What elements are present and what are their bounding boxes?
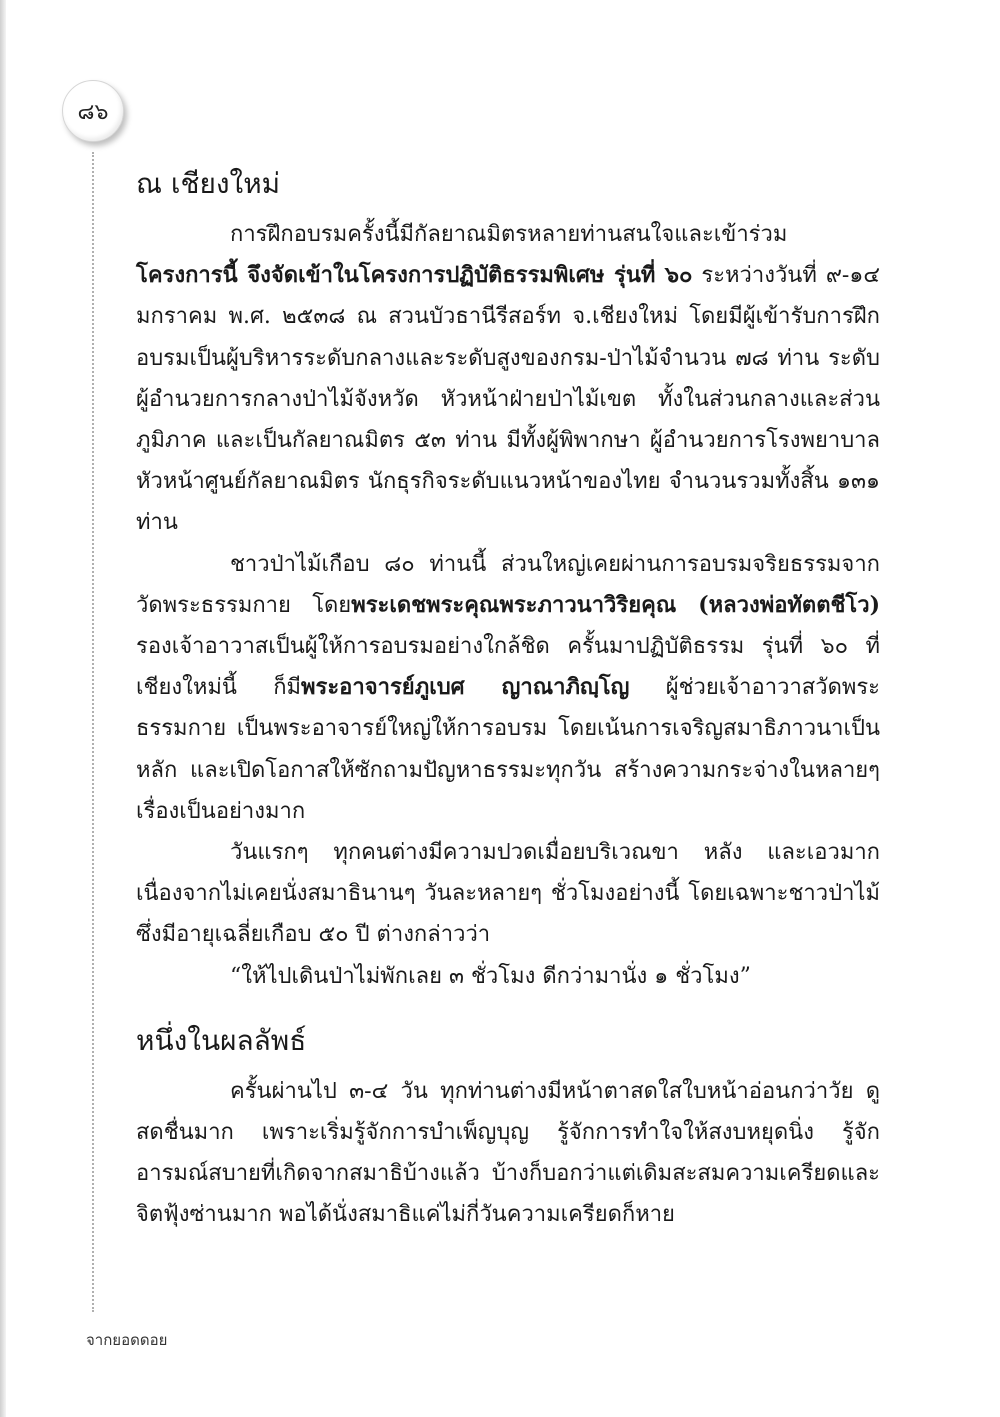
section-heading-results: หนึ่งในผลลัพธ์	[136, 1023, 307, 1057]
text-run: รองเจ้าอาวาสเป็นผู้ให้การอบรมอย่างใกล้ชิด ครั้นมาปฏิบัติธรรม รุ่นที่ ๖๐ ที่เชียงใหม่นี้ ก็มี	[136, 634, 880, 701]
margin-dotted-rule	[92, 152, 94, 1312]
quote-forest-walk: “ให้ไปเดินป่าไม่พักเลย ๓ ชั่วโมง ดีกว่ามานั่ง ๑ ชั่วโมง”	[230, 963, 751, 989]
page-content	[136, 158, 880, 1236]
bold-text-run: โครงการนี้ จึงจัดเข้าในโครงการปฏิบัติธรรมพิเศษ รุ่นที่ ๖๐	[136, 262, 693, 289]
page-number-badge	[62, 80, 124, 142]
text-run: ชาวป่าไม้เกือบ ๘๐ ท่านนี้ ส่วนใหญ่เคยผ่านการอบรมจริยธรรมจากวัดพระธรรมกาย โดย	[136, 551, 880, 618]
text-run: การฝึกอบรมครั้งนี้มีกัลยาณมิตรหลายท่านสนใจและเข้าร่วม	[230, 222, 788, 247]
text-run: ระหว่างวันที่ ๙-๑๔ มกราคม พ.ศ. ๒๕๓๘ ณ สวนบัวธานีรีสอร์ท จ.เชียงใหม่ โดยมีผู้เข้ารับการฝึกอบรมเป็นผู้บริหารระดับกลางและระดับสูงของกรม-ป่าไม้จำนวน ๗๘ ท่าน ระดับผู้อำนวยการกลางป่าไม้จังหวัด หัวหน้าฝ่ายป่าไม้เขต ทั้งในส่วนกลางและส่วนภูมิภาค และเป็นกัลยาณมิตร ๕๓ ท่าน มีทั้งผู้พิพากษา ผู้อำนวยการโรงพยาบาล หัวหน้าศูนย์กัลยาณมิตร นักธุรกิจระดับแนวหน้าของไทย จำนวนรวมทั้งสิ้น ๑๓๑ ท่าน	[136, 263, 880, 536]
bold-text-run: พระอาจารย์ภูเบศ ญาณาภิญฺโญ	[301, 674, 630, 701]
paragraph-first-days: วันแรกๆ ทุกคนต่างมีความปวดเมื่อยบริเวณขา หลัง และเอวมาก เนื่องจากไม่เคยนั่งสมาธินานๆ วันละหลายๆ ชั่วโมงอย่างนี้ โดยเฉพาะชาวป่าไม้ ซึ่งมีอายุเฉลี่ยเกือบ ๕๐ ปี ต่างกล่าวว่า	[136, 840, 880, 948]
text-run: ผู้ช่วยเจ้าอาวาสวัดพระธรรมกาย เป็นพระอาจารย์ใหญ่ให้การอบรม โดยเน้นการเจริญสมาธิภาวนาเป็นหลัก และเปิดโอกาสให้ซักถามปัญหาธรรมะทุกวัน สร้างความกระจ่างในหลายๆ เรื่องเป็นอย่างมาก	[136, 675, 880, 824]
paragraph-forestry-staff	[136, 544, 880, 832]
section-heading-chiang-mai: ณ เชียงใหม่	[136, 167, 281, 200]
paragraph-training-intro	[136, 214, 880, 544]
page-edge	[0, 0, 6, 1417]
footer-book-title: จากยอดดอย	[86, 1331, 168, 1349]
paragraph-results: ครั้นผ่านไป ๓-๔ วัน ทุกท่านต่างมีหน้าตาสดใสใบหน้าอ่อนกว่าวัย ดูสดชื่นมาก เพราะเริ่มรู้จักการบำเพ็ญบุญ รู้จักการทำใจให้สงบหยุดนิ่ง รู้จักอารมณ์สบายที่เกิดจากสมาธิบ้างแล้ว บ้างก็บอกว่าแต่เดิมสะสมความเครียดและจิตฟุ้งซ่านมาก พอได้นั่งสมาธิแค่ไม่กี่วันความเครียดก็หาย	[136, 1078, 880, 1228]
bold-text-run: พระเดชพระคุณพระภาวนาวิริยคุณ (หลวงพ่อทัตตชีโว)	[351, 591, 880, 618]
page-number: ๘๖	[77, 99, 109, 125]
